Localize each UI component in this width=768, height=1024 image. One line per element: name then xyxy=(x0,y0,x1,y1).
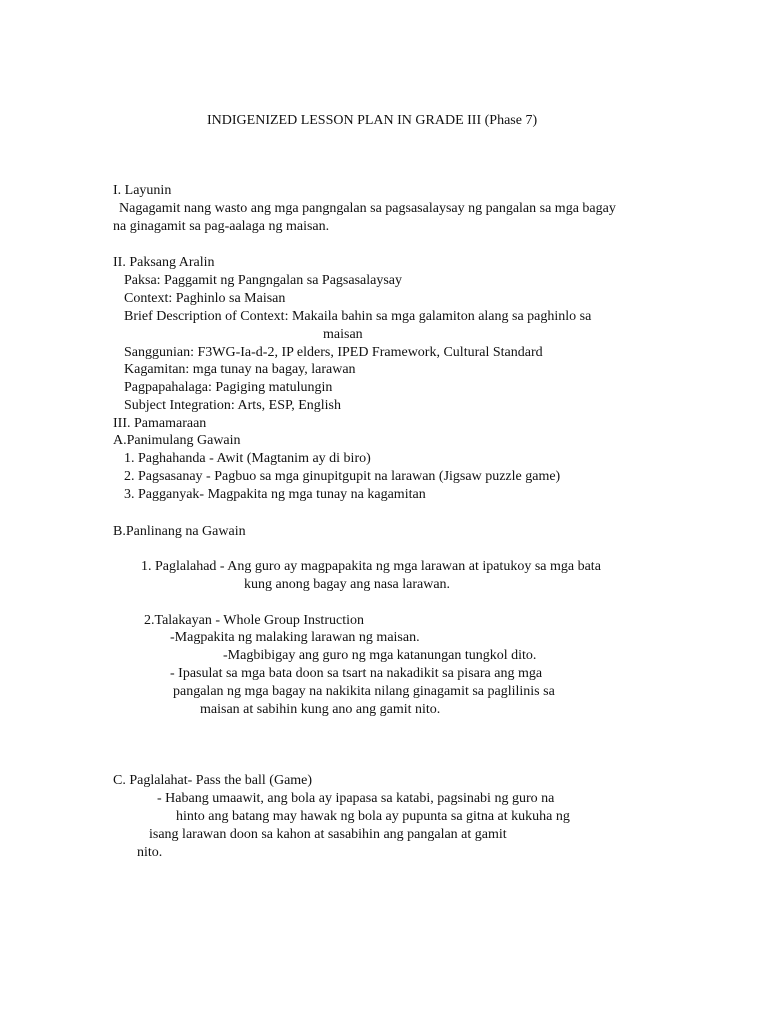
talakayan-line: pangalan ng mga bagay na nakikita nilang ginagamit sa paglilinis sa xyxy=(173,684,555,699)
subsection-heading-c: C. Paglalahat- Pass the ball (Game) xyxy=(113,773,313,788)
paglalahat-line: hinto ang batang may hawak ng bola ay pupunta sa gitna at kukuha ng xyxy=(176,809,570,824)
paglalahat-line: isang larawan doon sa kahon at sasabihin ang pangalan at gamit xyxy=(149,827,507,842)
section-heading-paksang-aralin: II. Paksang Aralin xyxy=(113,255,215,270)
list-item: 2. Pagsasanay - Pagbuo sa mga ginupitgupit na larawan (Jigsaw puzzle game) xyxy=(124,469,561,484)
talakayan-line: -Magbibigay ang guro ng mga katanungan tungkol dito. xyxy=(223,648,537,663)
list-item: 3. Pagganyak- Magpakita ng mga tunay na kagamitan xyxy=(124,487,426,502)
talakayan-line: maisan at sabihin kung ano ang gamit nito. xyxy=(200,702,441,717)
subject-integration-line: Subject Integration: Arts, ESP, English xyxy=(124,398,341,413)
talakayan-line: - Ipasulat sa mga bata doon sa tsart na nakadikit sa pisara ang mga xyxy=(170,666,543,681)
kagamitan-line: Kagamitan: mga tunay na bagay, larawan xyxy=(124,362,356,377)
paglalahad-line: 1. Paglalahad - Ang guro ay magpapakita ng mga larawan at ipatukoy sa mga bata xyxy=(141,559,601,574)
section-heading-layunin: I. Layunin xyxy=(113,183,172,198)
sanggunian-line: Sanggunian: F3WG-Ia-d-2, IP elders, IPED Framework, Cultural Standard xyxy=(124,345,543,360)
paglalahad-line: kung anong bagay ang nasa larawan. xyxy=(244,577,451,592)
layunin-text-line: Nagagamit nang wasto ang mga pangngalan sa pagsasalaysay ng pangalan sa mga bagay xyxy=(119,201,616,216)
subsection-heading-a: A.Panimulang Gawain xyxy=(113,433,241,448)
layunin-text-line: na ginagamit sa pag-aalaga ng maisan. xyxy=(113,219,330,234)
pagpapahalaga-line: Pagpapahalaga: Pagiging matulungin xyxy=(124,380,333,395)
paglalahat-line: - Habang umaawit, ang bola ay ipapasa sa katabi, pagsinabi ng guro na xyxy=(157,791,555,806)
paglalahat-line: nito. xyxy=(137,845,163,860)
talakayan-heading: 2.Talakayan - Whole Group Instruction xyxy=(144,613,364,628)
brief-description-line: Brief Description of Context: Makaila bahin sa mga galamiton alang sa paghinlo sa xyxy=(124,309,592,324)
section-heading-pamamaraan: III. Pamamaraan xyxy=(113,416,207,431)
paksa-line: Paksa: Paggamit ng Pangngalan sa Pagsasalaysay xyxy=(124,273,403,288)
page-title: INDIGENIZED LESSON PLAN IN GRADE III (Phase 7) xyxy=(207,113,538,128)
subsection-heading-b: B.Panlinang na Gawain xyxy=(113,524,246,539)
talakayan-line: -Magpakita ng malaking larawan ng maisan. xyxy=(170,630,420,645)
context-line: Context: Paghinlo sa Maisan xyxy=(124,291,286,306)
brief-description-line: maisan xyxy=(323,327,363,342)
list-item: 1. Paghahanda - Awit (Magtanim ay di biro) xyxy=(124,451,371,466)
